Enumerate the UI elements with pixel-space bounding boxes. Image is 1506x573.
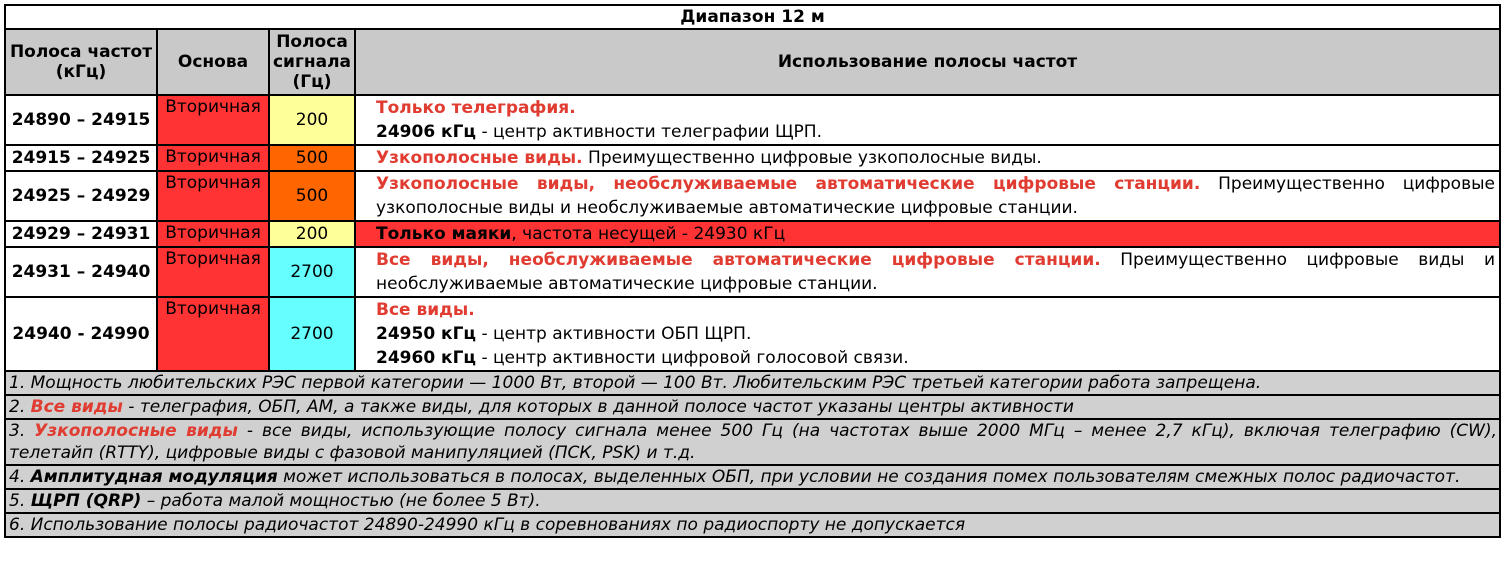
note-row (5, 371, 1500, 395)
table-row (5, 171, 1500, 221)
table-row (5, 221, 1500, 247)
header-frequency: Полоса частот (кГц) (5, 29, 157, 95)
bandwidth-cell: 500 (269, 171, 355, 221)
header-basis: Основа (157, 29, 269, 95)
basis-cell: Вторичная (157, 297, 269, 371)
note-number: 3. (9, 421, 35, 441)
note-text: – работа малой мощностью (не более 5 Вт). (141, 491, 541, 511)
note-row (5, 489, 1500, 513)
note-4 (5, 465, 1500, 489)
note-highlight: Все виды (30, 397, 123, 417)
frequency-cell: 24931 – 24940 (5, 247, 157, 297)
bandwidth-cell: 2700 (269, 247, 355, 297)
note-text: может использоваться в полосах, выделенных ОБП, при условии не создания помех пользователям смежных полос радиочастот. (277, 467, 1461, 487)
note-5 (5, 489, 1500, 513)
usage-text: - центр активности телеграфии ЩРП. (476, 122, 822, 142)
header-bandwidth: Полоса сигнала (Гц) (269, 29, 355, 95)
note-row (5, 395, 1500, 419)
note-number: 2. (9, 397, 31, 417)
note-6: 6. Использование полосы радиочастот 24890-24990 кГц в соревнованиях по радиоспорту не допускается (5, 513, 1500, 537)
bandwidth-cell: 200 (269, 221, 355, 247)
table-title: Диапазон 12 м (5, 5, 1500, 29)
band-plan-table (4, 4, 1501, 538)
title-row (5, 5, 1500, 29)
usage-highlight: Только телеграфия. (376, 98, 576, 118)
basis-cell: Вторичная (157, 221, 269, 247)
frequency-cell: 24940 - 24990 (5, 297, 157, 371)
usage-cell (355, 95, 1500, 145)
usage-text: - центр активности ОБП ЩРП. (476, 324, 752, 344)
note-row (5, 419, 1500, 465)
usage-bold: Только маяки (376, 224, 512, 244)
usage-highlight: Узкополосные виды, необслуживаемые автоматические цифровые станции. (376, 174, 1201, 194)
usage-text: Преимущественно цифровые виды и необслуживаемые автоматические цифровые станции. (376, 250, 1495, 294)
table-row (5, 297, 1500, 371)
usage-cell (355, 221, 1500, 247)
usage-highlight: Все виды, необслуживаемые автоматические цифровые станции. (376, 250, 1101, 270)
bandwidth-cell: 500 (269, 145, 355, 171)
usage-text: - центр активности цифровой голосовой связи. (476, 348, 909, 368)
usage-cell (355, 171, 1500, 221)
usage-cell (355, 297, 1500, 371)
basis-cell: Вторичная (157, 145, 269, 171)
header-row (5, 29, 1500, 95)
usage-cell (355, 145, 1500, 171)
usage-cell (355, 247, 1500, 297)
note-row (5, 465, 1500, 489)
basis-cell: Вторичная (157, 95, 269, 145)
note-text: - телеграфия, ОБП, АМ, а также виды, для которых в данной полосе частот указаны центры активности (122, 397, 1074, 417)
usage-text: , частота несущей - 24930 кГц (511, 224, 786, 244)
frequency-cell: 24925 – 24929 (5, 171, 157, 221)
usage-bold: 24906 кГц (376, 122, 477, 142)
bandwidth-cell: 200 (269, 95, 355, 145)
frequency-cell: 24915 – 24925 (5, 145, 157, 171)
header-usage: Использование полосы частот (355, 29, 1500, 95)
usage-highlight: Узкополосные виды. (376, 148, 583, 168)
note-highlight: Узкополосные виды (34, 421, 238, 441)
note-bold: Амплитудная модуляция (30, 467, 278, 487)
usage-text: Преимущественно цифровые узкополосные виды. (582, 148, 1042, 168)
bandwidth-cell: 2700 (269, 297, 355, 371)
usage-text: Преимущественно цифровые узкополосные виды и необслуживаемые автоматические цифровые станции. (376, 174, 1495, 218)
note-bold: ЩРП (QRP) (30, 491, 142, 511)
table-row (5, 95, 1500, 145)
usage-highlight: Все виды. (376, 300, 475, 320)
table-row (5, 247, 1500, 297)
usage-bold: 24960 кГц (376, 348, 477, 368)
note-number: 4. (9, 467, 31, 487)
note-number: 5. (9, 491, 31, 511)
note-2 (5, 395, 1500, 419)
note-text: - все виды, использующие полосу сигнала менее 500 Гц (на частотах выше 2000 МГц – менее 2,7 кГц), включая телеграфию (CW), телетайп (RTTY), цифровые виды с фазовой манипуляцией (ПСК, PSK) и т.д. (9, 421, 1497, 463)
frequency-cell: 24929 – 24931 (5, 221, 157, 247)
note-1: 1. Мощность любительских РЭС первой категории — 1000 Вт, второй — 100 Вт. Любительским РЭС третьей категории работа запрещена. (5, 371, 1500, 395)
note-row (5, 513, 1500, 537)
table-row (5, 145, 1500, 171)
usage-bold: 24950 кГц (376, 324, 477, 344)
frequency-cell: 24890 – 24915 (5, 95, 157, 145)
basis-cell: Вторичная (157, 247, 269, 297)
note-3 (5, 419, 1500, 465)
basis-cell: Вторичная (157, 171, 269, 221)
